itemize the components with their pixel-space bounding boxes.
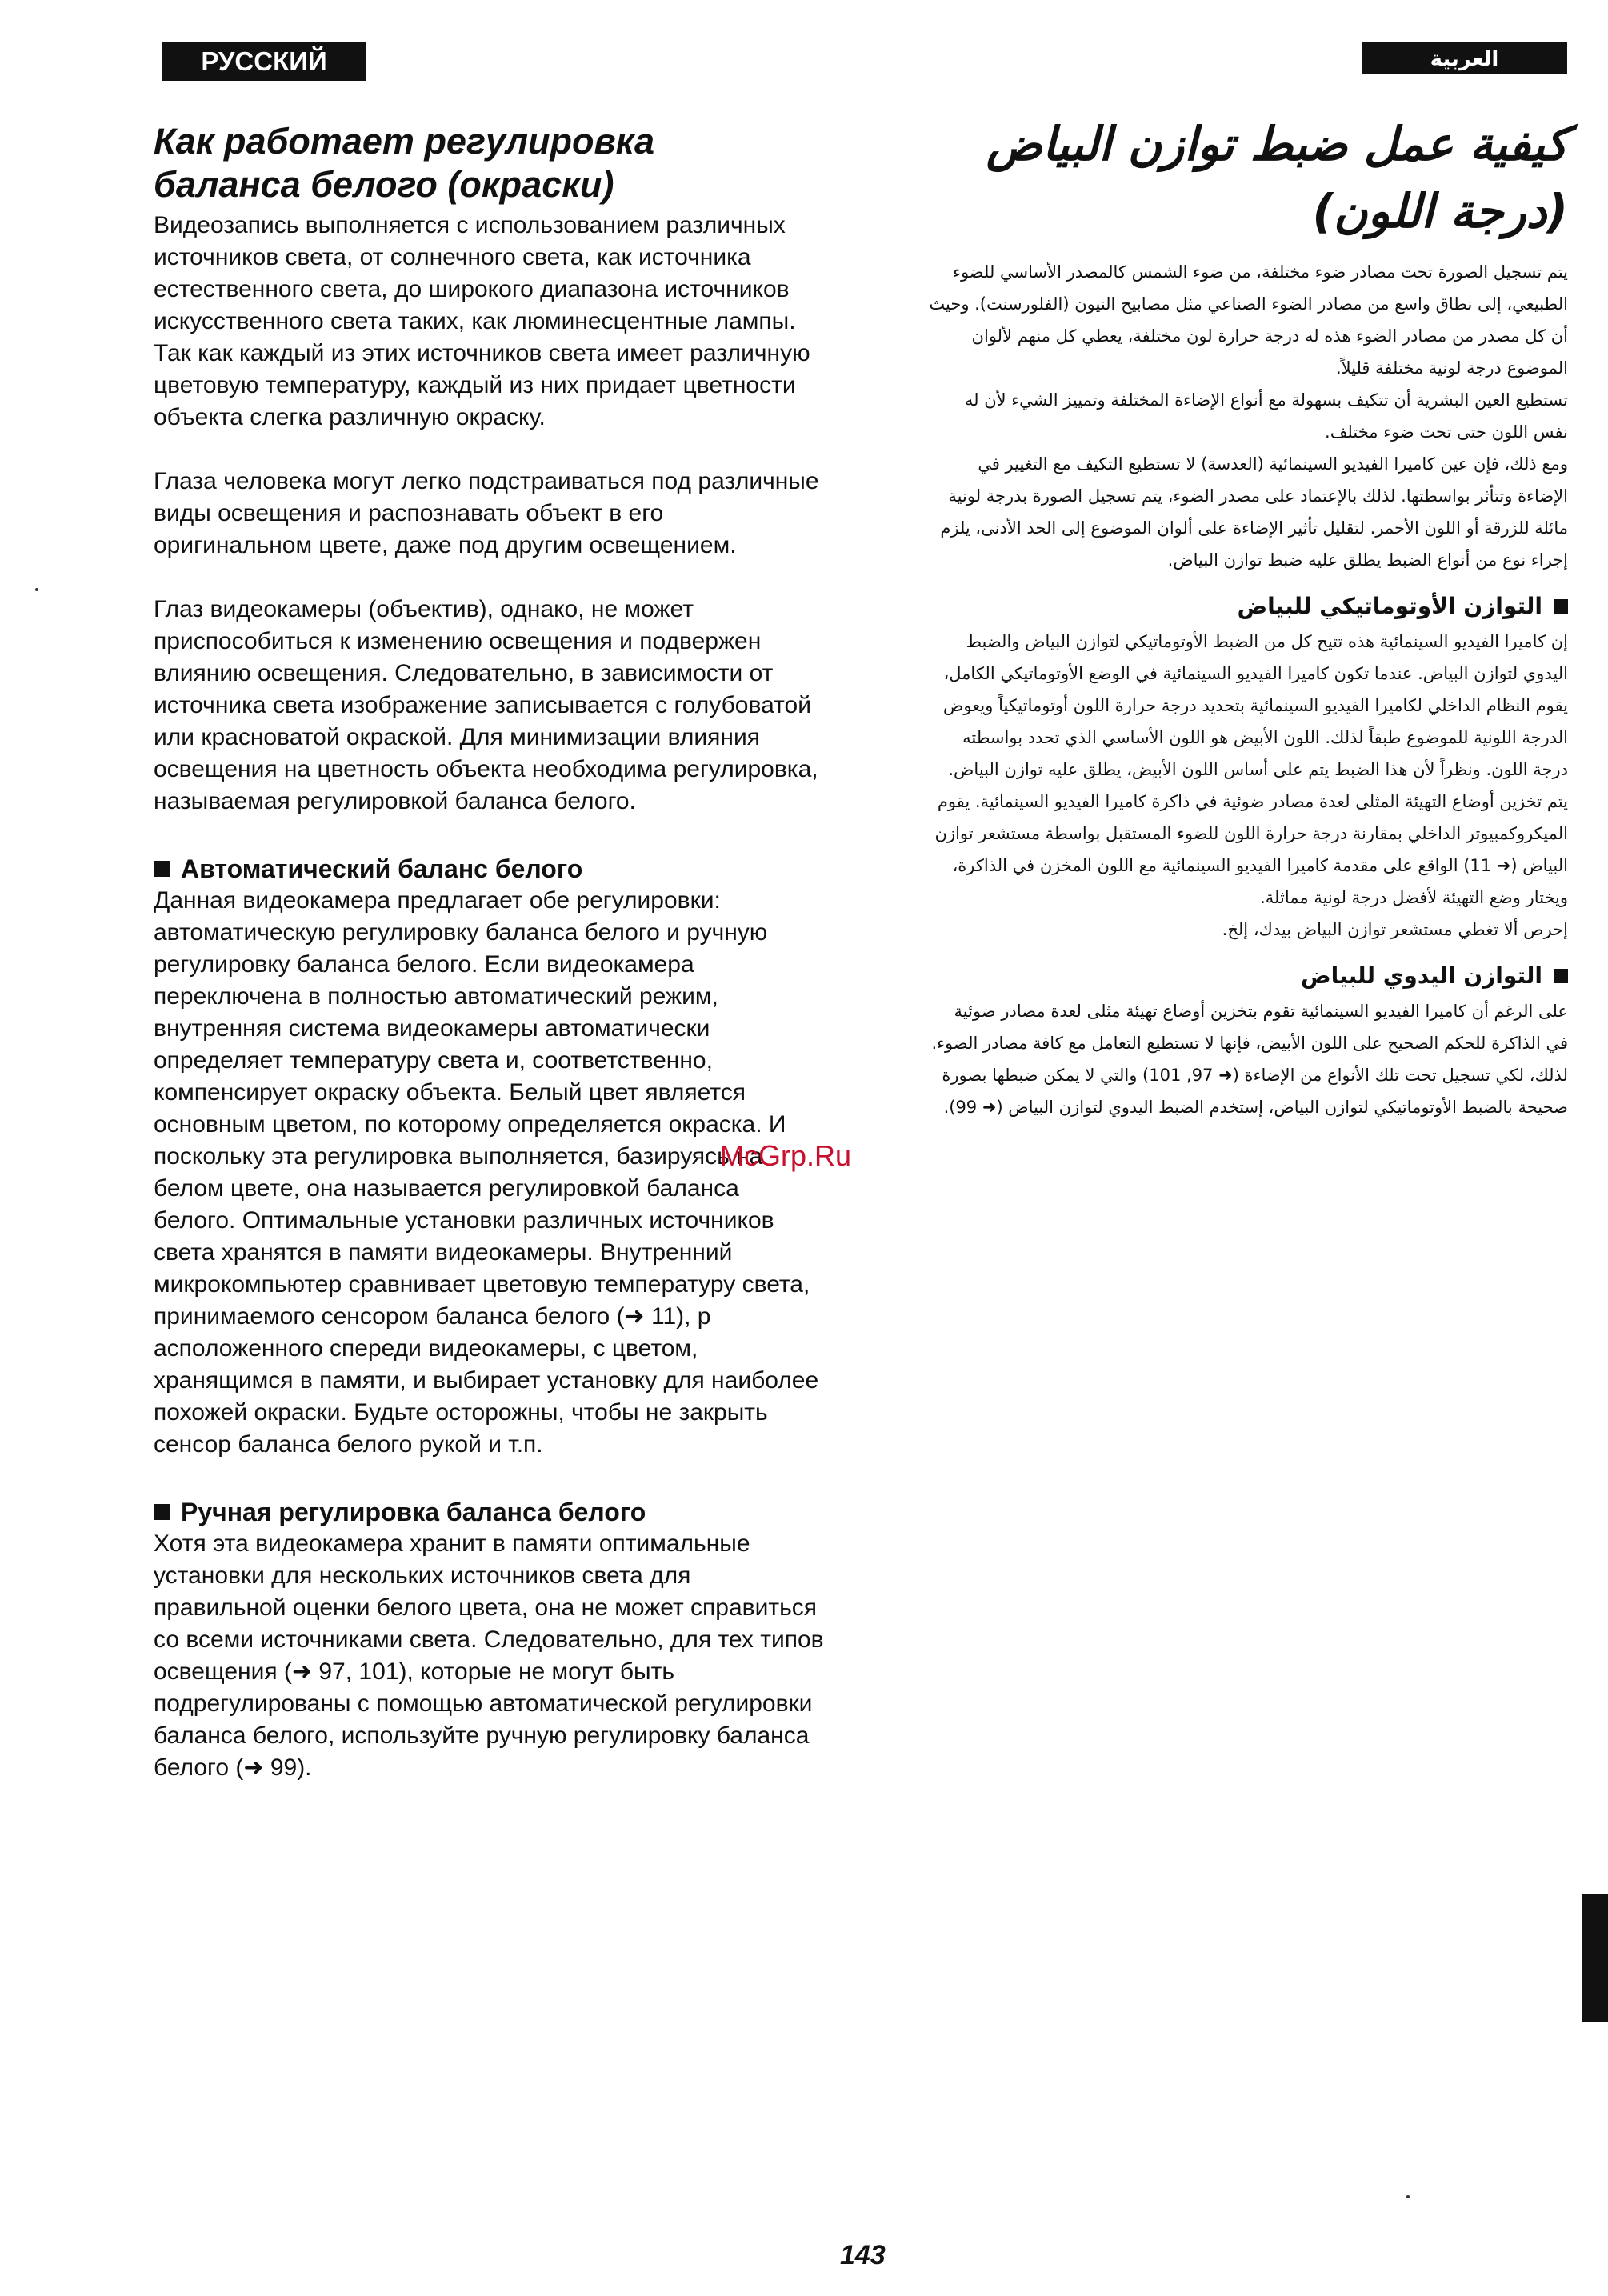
square-bullet-icon [154, 861, 170, 877]
watermark: McGrp.Ru [720, 1139, 852, 1172]
arabic-paragraph-manual: على الرغم أن كاميرا الفيديو السينمائية تقوم بتخزين أوضاع تهيئة مثلى لعدة مصادر ضوئية في الذاكرة للحكم الصحيح على اللون الأبيض، فإنها لا تستطيع التعامل مع كافة مصادر الضوء. لذلك، لكي تسجيل تحت تلك الأنواع من الإضاءة (➜ 97, 101) والتي لا يمكن ضبطها بصورة صحيحة بالضبط الأوتوماتيكي لتوازن البياض، إستخدم الضبط اليدوي لتوازن البياض (➜ 99). [931, 1002, 1568, 1117]
russian-column [154, 120, 826, 1784]
page-number: 143 [840, 2240, 886, 2270]
scan-speck [1406, 2195, 1410, 2198]
arabic-column [928, 110, 1568, 1123]
arabic-title-line-2: (درجة اللون) [1312, 184, 1568, 238]
russian-heading-manual [154, 1496, 826, 1528]
arabic-paragraph-auto: إن كاميرا الفيديو السينمائية هذه تتيح كل من الضبط الأوتوماتيكي لتوازن البياض والضبط اليدوي لتوازن البياض. عندما تكون كاميرا الفيديو السينمائية في الوضع الأوتوماتيكي الكامل، يقوم النظام الداخلي لكاميرا الفيديو السينمائية بتحديد درجة حرارة اللون أوتوماتيكياً ويعوض الدرجة اللونية للموضوع طبقاً لذلك. اللون الأبيض هو اللون الأساسي الذي تحدد بواسطته درجة اللون. ونظراً لأن هذا الضبط يتم على أساس اللون الأبيض، يطلق عليه توازن البياض. يتم تخزين أوضاع التهيئة المثلى لعدة مصادر ضوئية في ذاكرة كاميرا الفيديو السينمائية. يقوم الميكروكمبيوتر الداخلي بمقارنة درجة حرارة اللون للضوء المستقبل بواسطة مستشعر توازن البياض (➜ 11) الواقع على مقدمة كاميرا الفيديو السينمائية مع اللون المخزن في الذاكرة، ويختار وضع التهيئة لأفضل درجة لونية مماثلة. [934, 632, 1568, 907]
russian-paragraph-1: Видеозапись выполняется с использованием различных источников света, от солнечного света, как источника естественного света, до широкого диапазона источников искусственного света таких, как люминесцентные лампы. Так как каждый из этих источников света имеет различную цветовую температуру, каждый из них придает цветности объекта слегка различную окраску. [154, 212, 810, 430]
arabic-paragraph-3: ومع ذلك، فإن عين كاميرا الفيديو السينمائية (العدسة) لا تستطيع التكيف مع التغيير في الإضاءة وتتأثر بواسطتها. لذلك بالإعتماد على مصدر الضوء، يتم تسجيل الصورة بدرجة لونية مائلة للزرقة أو اللون الأحمر. لتقليل تأثير الإضاءة على ألوان الموضوع إلى الحد الأدنى، يلزم إجراء نوع من أنواع الضبط يطلق عليه ضبط توازن البياض. [940, 454, 1568, 570]
square-bullet-icon [1554, 969, 1568, 983]
russian-title-line-2: баланса белого (окраски) [154, 164, 614, 205]
language-tab-arabic: العربية [1362, 42, 1567, 74]
arabic-paragraph-1: يتم تسجيل الصورة تحت مصادر ضوء مختلفة، من ضوء الشمس كالمصدر الأساسي للضوء الطبيعي، إلى نطاق واسع من مصادر الضوء الصناعي مثل مصابيح النيون (الفلورسنت). وحيث أن كل مصدر من مصادر الضوء هذه له درجة حرارة لون مختلفة، يعطي كل منهم لألوان الموضوع درجة لونية مختلفة قليلاً. [929, 262, 1568, 378]
russian-heading-auto-text: Автоматический баланс белого [181, 854, 583, 883]
russian-paragraph-manual: Хотя эта видеокамера хранит в памяти оптимальные установки для нескольких источников света для правильной оценки белого цвета, она не может справиться со всеми источниками света. Следовательно, для тех типов освещения (➜ 97, 101), которые не могут быть подрегулированы с помощью автоматической регулировки баланса белого, используйте ручную регулировку баланса белого (➜ 99). [154, 1530, 824, 1781]
russian-heading-auto [154, 853, 826, 885]
page-edge-tab [1582, 1894, 1608, 2022]
russian-paragraph-3: Глаз видеокамеры (объектив), однако, не может приспособиться к изменению освещения и подвержен влиянию освещения. Следовательно, в зависимости от источника света изображение записывается с голубоватой или красноватой окраской. Для минимизации влияния освещения на цветность объекта необходима регулировка, называемая регулировкой баланса белого. [154, 596, 818, 814]
arabic-heading-manual [928, 957, 1568, 995]
language-tab-russian: РУССКИЙ ЯЗЫК [162, 42, 366, 81]
russian-title [154, 120, 826, 206]
arabic-paragraph-2: تستطيع العين البشرية أن تتكيف بسهولة مع أنواع الإضاءة المختلفة وتمييز الشيء لأن له نفس اللون حتى تحت ضوء مختلف. [964, 390, 1568, 442]
arabic-title-line-1: كيفية عمل ضبط توازن البياض [986, 117, 1568, 171]
square-bullet-icon [1554, 599, 1568, 614]
arabic-heading-auto-text: التوازن الأوتوماتيكي للبياض [1237, 593, 1542, 619]
arabic-heading-manual-text: التوازن اليدوي للبياض [1301, 962, 1542, 989]
square-bullet-icon [154, 1504, 170, 1520]
arabic-title [928, 110, 1568, 245]
scan-speck [35, 588, 38, 591]
russian-paragraph-2: Глаза человека могут легко подстраиваться под различные виды освещения и распознавать объект в его оригинальном цвете, даже под другим освещением. [154, 468, 819, 558]
arabic-heading-auto [928, 587, 1568, 626]
arabic-paragraph-auto-note: إحرص ألا تغطي مستشعر توازن البياض بيدك، إلخ. [1222, 920, 1568, 939]
russian-heading-manual-text: Ручная регулировка баланса белого [181, 1498, 646, 1526]
russian-paragraph-auto: Данная видеокамера предлагает обе регулировки: автоматическую регулировку баланса белого и ручную регулировку баланса белого. Если видеокамера переключена в полностью автоматический режим, внутренняя система видеокамеры автоматически определяет температуру света и, соответственно, компенсирует окраску объекта. Белый цвет является основным цветом, по которому определяется окраска. И поскольку эта регулировка выполняется, базируясь на белом цвете, она называется регулировкой баланса белого. Оптимальные установки различных источников света хранятся в памяти видеокамеры. Внутренний микрокомпьютер сравнивает цветовую температуру света, принимаемого сенсором баланса белого (➜ 11), р асположенного спереди видеокамеры, с цветом, хранящимся в памяти, и выбирает установку для наиболее похожей окраски. Будьте осторожны, чтобы не закрыть сенсор баланса белого рукой и т.п. [154, 887, 819, 1458]
russian-title-line-1: Как работает регулировка [154, 121, 655, 162]
